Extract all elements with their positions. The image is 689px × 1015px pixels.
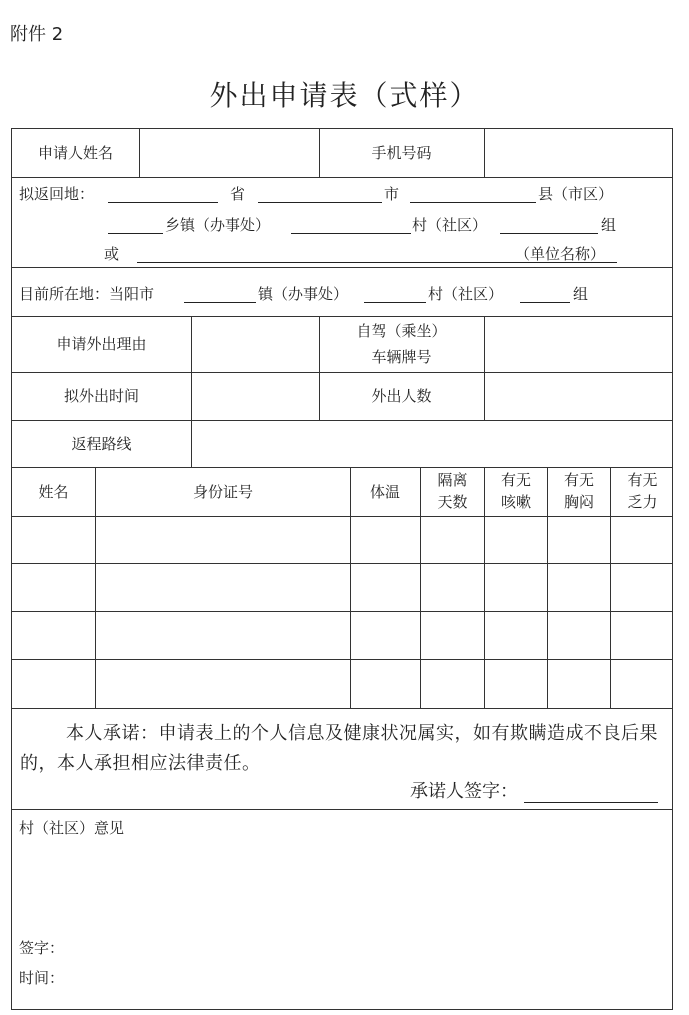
col-chest-header [548, 467, 610, 516]
current-village-blank[interactable] [364, 302, 426, 303]
vehicle-field[interactable] [485, 316, 674, 372]
group-label: 组 [601, 216, 617, 234]
col-chest-line1: 有无 [563, 470, 594, 489]
form-title: 外出申请表（式样） [209, 79, 480, 112]
current-group-label: 组 [573, 285, 589, 303]
attachment-label: 附件 2 [10, 24, 64, 45]
phone-label: 手机号码 [371, 144, 432, 162]
opinion-label: 村（社区）意见 [19, 819, 125, 837]
county-label: 县（市区） [538, 185, 614, 203]
col-chest-line2: 胸闷 [563, 492, 594, 511]
col-fatigue-line1: 有无 [627, 470, 658, 489]
promise-sign-label: 承诺人签字： [410, 781, 518, 802]
village-label: 村（社区） [412, 216, 488, 234]
province-blank[interactable] [108, 202, 218, 203]
time-label: 拟外出时间 [63, 387, 139, 405]
vehicle-label-line2: 车辆牌号 [371, 348, 432, 366]
route-field[interactable] [192, 420, 674, 467]
current-village-label: 村（社区） [428, 285, 504, 303]
col-cough-header [485, 467, 547, 516]
col-id-header: 身份证号 [192, 482, 253, 501]
table-row[interactable] [12, 660, 674, 708]
count-label: 外出人数 [371, 387, 432, 405]
city-blank[interactable] [258, 202, 382, 203]
current-town-label: 镇（办事处） [258, 285, 349, 303]
col-temp-header: 体温 [369, 482, 400, 501]
or-label: 或 [104, 245, 120, 263]
col-quarantine-line1: 隔离 [437, 470, 468, 489]
province-label: 省 [230, 185, 246, 203]
current-group-blank[interactable] [520, 302, 570, 303]
promise-text: 本人承诺：申请表上的个人信息及健康状况属实，如有欺瞒造成不良后果的，本人承担相应法律责任。 [20, 723, 658, 774]
col-fatigue-line2: 乏力 [627, 492, 658, 511]
promise-sign-line [410, 777, 658, 803]
opinion-sign-label: 签字： [19, 939, 65, 957]
group-blank[interactable] [500, 233, 598, 234]
return-place-label: 拟返回地： [19, 185, 95, 203]
col-quarantine-header [421, 467, 484, 516]
current-town-blank[interactable] [184, 302, 256, 303]
opinion-time-label: 时间： [19, 969, 65, 987]
application-form [11, 128, 673, 1010]
route-label: 返程路线 [71, 434, 132, 453]
vehicle-label [319, 316, 484, 372]
county-blank[interactable] [410, 202, 536, 203]
count-field[interactable] [485, 372, 674, 420]
promise-section [12, 715, 674, 779]
col-cough-line1: 有无 [500, 470, 531, 489]
col-fatigue-header [611, 467, 674, 516]
applicant-name-field[interactable] [140, 129, 319, 177]
time-field[interactable] [192, 372, 319, 420]
township-blank[interactable] [108, 233, 163, 234]
city-label: 市 [384, 185, 400, 203]
unit-name-label: （单位名称） [515, 245, 606, 263]
table-row[interactable] [12, 517, 674, 563]
promise-sign-blank[interactable] [524, 780, 658, 803]
reason-field[interactable] [192, 316, 319, 372]
current-place-label: 目前所在地：当阳市 [19, 285, 155, 303]
table-row[interactable] [12, 564, 674, 611]
col-cough-line2: 咳嗽 [500, 492, 531, 511]
vehicle-label-line1: 自驾（乘坐） [356, 321, 447, 340]
applicant-name-label: 申请人姓名 [37, 144, 113, 162]
village-blank[interactable] [291, 233, 411, 234]
township-label: 乡镇（办事处） [165, 216, 271, 234]
col-quarantine-line2: 天数 [437, 492, 468, 511]
col-name-header: 姓名 [38, 482, 69, 501]
reason-label: 申请外出理由 [56, 335, 147, 353]
table-row[interactable] [12, 612, 674, 659]
phone-field[interactable] [485, 129, 674, 177]
